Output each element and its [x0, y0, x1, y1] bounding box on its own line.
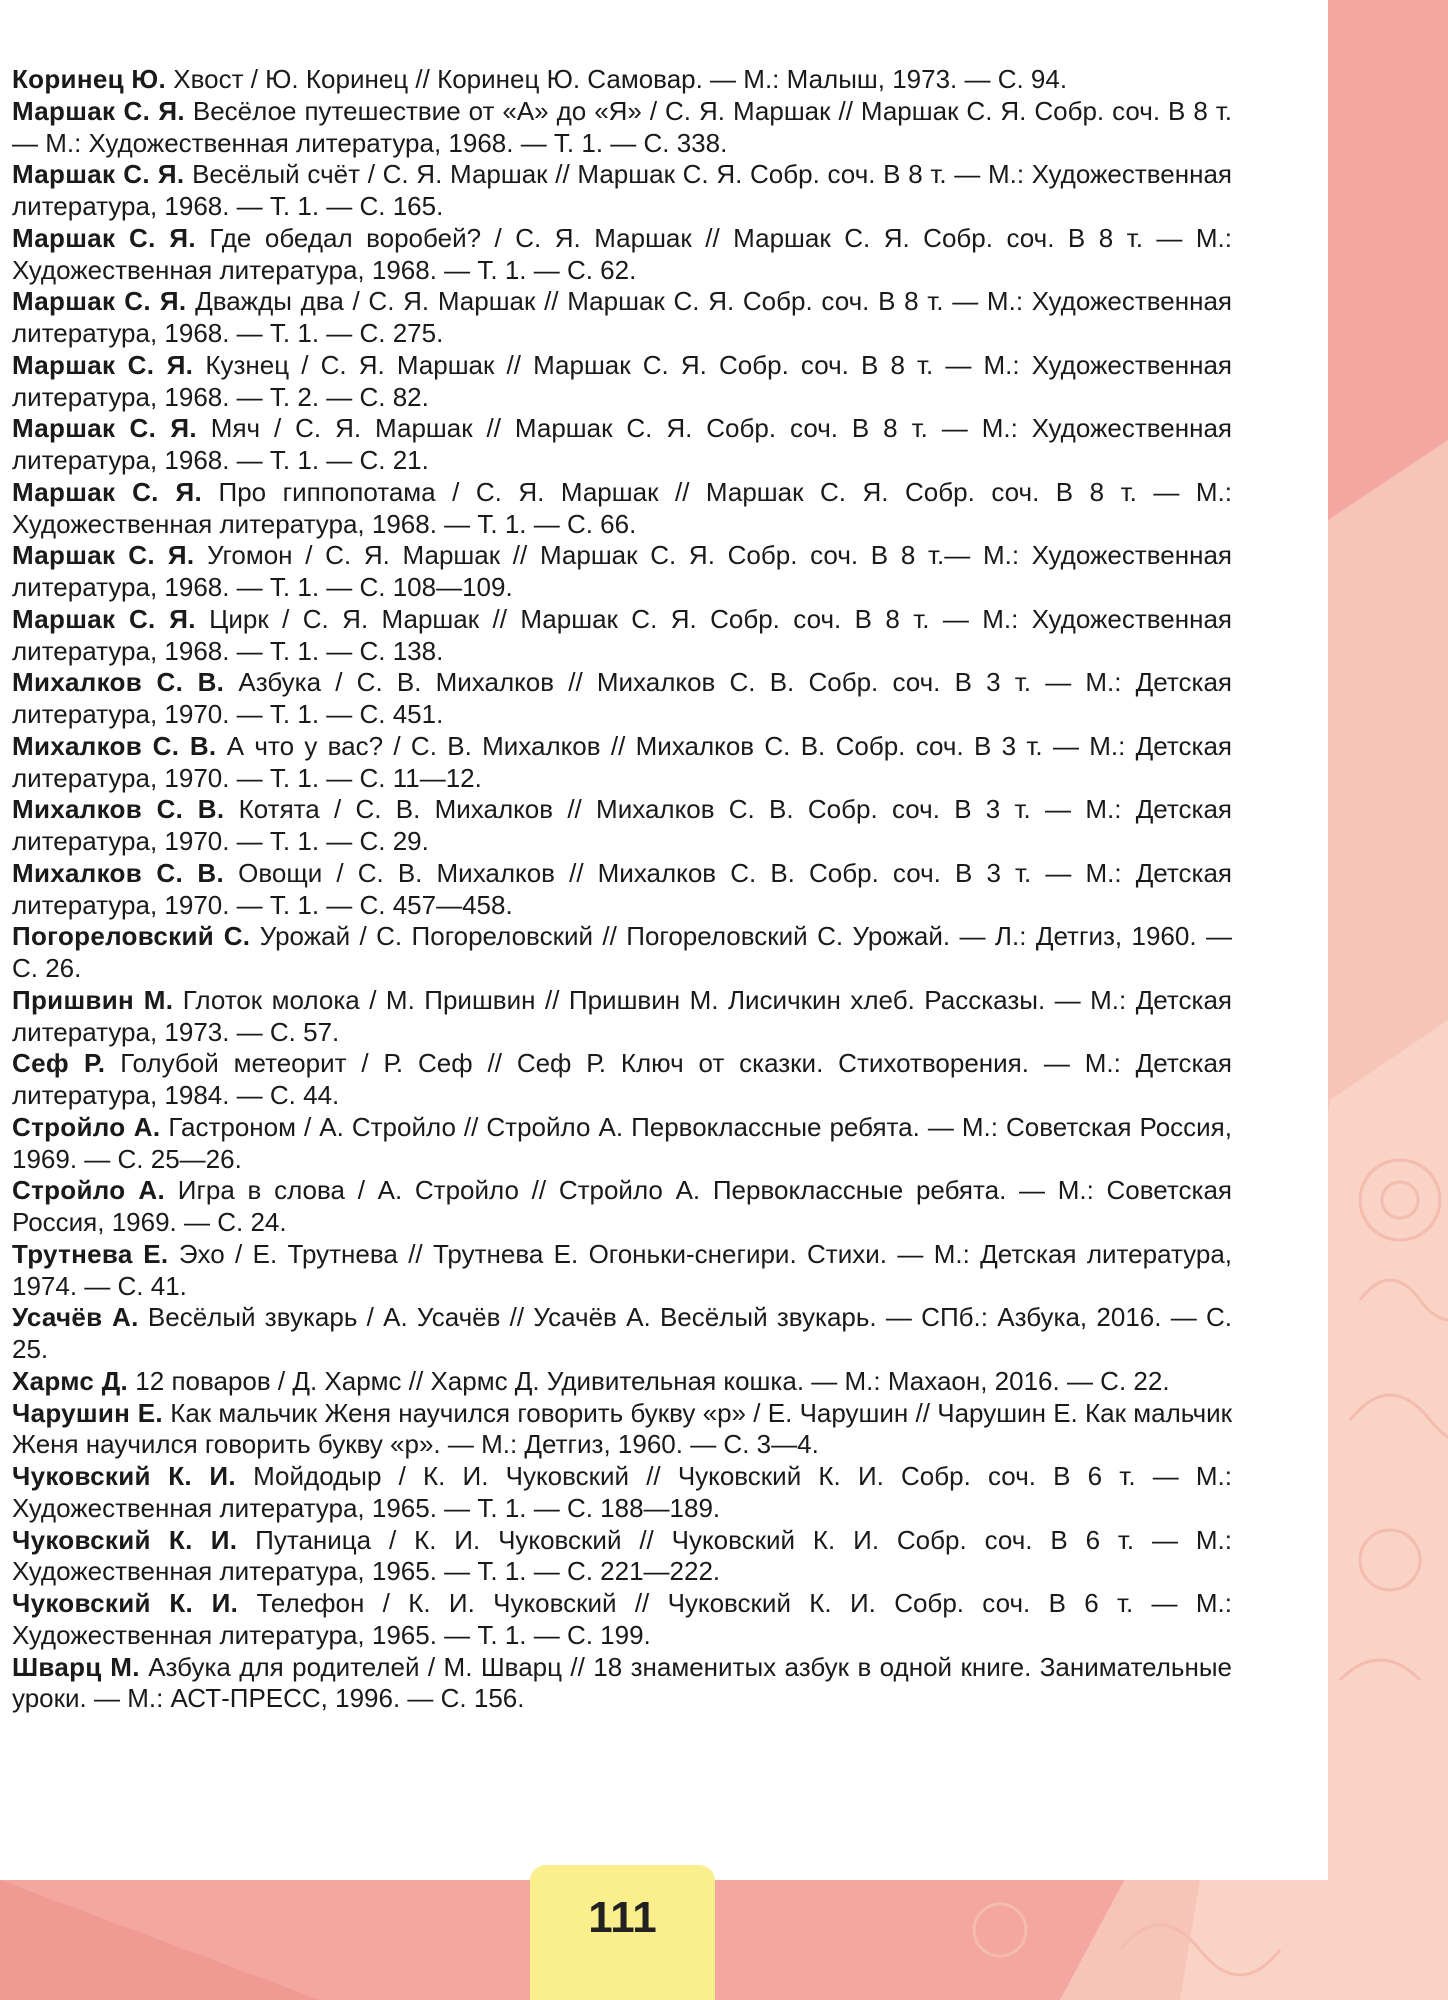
- bibliography-entry: [12, 731, 1232, 795]
- entry-text: Угомон / С. Я. Маршак // Маршак С. Я. Собр. соч. В 8 т.— М.: Художественная литература, 1968. — Т. 1. — С. 108—109.: [12, 540, 1232, 602]
- entry-text: Урожай / С. Погореловский // Погореловский С. Урожай. — Л.: Детгиз, 1960. — С. 26.: [12, 921, 1232, 983]
- bibliography-entry: [12, 159, 1232, 223]
- entry-author: Стройло А.: [12, 1175, 166, 1206]
- bibliography-entry: [12, 64, 1232, 96]
- bibliography-entry: [12, 540, 1232, 604]
- entry-author: Маршак С. Я.: [12, 95, 185, 126]
- entry-text: Игра в слова / А. Стройло // Стройло А. Первоклассные ребята. — М.: Советская Россия, 1969. — С. 24.: [12, 1175, 1232, 1237]
- page-number-tab: [530, 1865, 715, 2000]
- entry-text: Где обедал воробей? / С. Я. Маршак // Маршак С. Я. Собр. соч. В 8 т. — М.: Художественная литература, 1968. — Т. 1. — С. 62.: [12, 222, 1232, 285]
- entry-author: Чуковский К. И.: [12, 1588, 239, 1618]
- entry-text: Азбука / С. В. Михалков // Михалков С. В. Собр. соч. В 3 т. — М.: Детская литература, 1970. — Т. 1. — С. 451.: [12, 667, 1232, 729]
- entry-text: Котята / С. В. Михалков // Михалков С. В. Собр. соч. В 3 т. — М.: Детская литература, 1970. — Т. 1. — С. 29.: [12, 794, 1233, 856]
- bibliography-entry: [12, 1588, 1232, 1652]
- bibliography-entry: [12, 1525, 1232, 1589]
- bibliography-entry: [12, 858, 1232, 922]
- entry-text: А что у вас? / С. В. Михалков // Михалков С. В. Собр. соч. В 3 т. — М.: Детская литература, 1970. — Т. 1. — С. 11—12.: [12, 730, 1232, 793]
- entry-author: Маршак С. Я.: [12, 540, 195, 571]
- entry-author: Маршак С. Я.: [12, 476, 202, 507]
- entry-author: Маршак С. Я.: [12, 603, 196, 634]
- entry-text: Голубой метеорит / Р. Сеф // Сеф Р. Ключ от сказки. Стихотворения. — М.: Детская литература, 1984. — С. 44.: [12, 1048, 1232, 1110]
- bibliography-entry: [12, 1366, 1232, 1398]
- entry-text: Мойдодыр / К. И. Чуковский // Чуковский К. И. Собр. соч. В 6 т. — М.: Художественная литература, 1965. — Т. 1. — С. 188—189.: [12, 1461, 1232, 1523]
- entry-text: Гастроном / А. Стройло // Стройло А. Первоклассные ребята. — М.: Советская Россия, 1969. — С. 25—26.: [12, 1111, 1232, 1174]
- entry-text: Хвост / Ю. Коринец // Коринец Ю. Самовар. — М.: Малыш, 1973. — С. 94.: [173, 64, 1068, 94]
- entry-author: Коринец Ю.: [12, 64, 167, 94]
- bibliography-entry: [12, 604, 1232, 668]
- bibliography-entry: [12, 1652, 1232, 1716]
- entry-author: Маршак С. Я.: [12, 413, 197, 444]
- entry-text: Цирк / С. Я. Маршак // Маршак С. Я. Собр. соч. В 8 т. — М.: Художественная литература, 1968. — Т. 1. — С. 138.: [12, 603, 1232, 666]
- entry-text: Весёлый счёт / С. Я. Маршак // Маршак С. Я. Собр. соч. В 8 т. — М.: Художественная литература, 1968. — Т. 1. — С. 165.: [12, 159, 1233, 221]
- bibliography-entry: [12, 667, 1232, 731]
- entry-author: Михалков С. В.: [12, 857, 225, 888]
- entry-author: Пришвин М.: [12, 984, 174, 1015]
- entry-author: Усачёв А.: [12, 1302, 139, 1333]
- bibliography-entry: [12, 286, 1232, 350]
- bibliography-entry: [12, 1048, 1232, 1112]
- bibliography-entry: [12, 413, 1232, 477]
- entry-author: Погореловский С.: [12, 921, 251, 952]
- bibliography-entry: [12, 985, 1232, 1049]
- entry-author: Маршак С. Я.: [12, 222, 196, 253]
- entry-text: Телефон / К. И. Чуковский // Чуковский К. И. Собр. соч. В 6 т. — М.: Художественная литература, 1965. — Т. 1. — С. 199.: [12, 1588, 1232, 1650]
- bibliography-entry: [12, 1239, 1232, 1303]
- entry-text: Овощи / С. В. Михалков // Михалков С. В. Собр. соч. В 3 т. — М.: Детская литература, 1970. — Т. 1. — С. 457—458.: [12, 857, 1233, 920]
- bibliography-entry: [12, 477, 1232, 541]
- entry-author: Стройло А.: [12, 1111, 161, 1142]
- entry-author: Чуковский К. И.: [12, 1461, 236, 1491]
- entry-text: Мяч / С. Я. Маршак // Маршак С. Я. Собр. соч. В 8 т. — М.: Художественная литература, 1968. — Т. 1. — С. 21.: [12, 413, 1232, 475]
- page-number: 111: [588, 1893, 657, 1942]
- entry-author: Маршак С. Я.: [12, 286, 187, 317]
- entry-text: Дважды два / С. Я. Маршак // Маршак С. Я. Собр. соч. В 8 т. — М.: Художественная литература, 1968. — Т. 1. — С. 275.: [12, 286, 1232, 348]
- entry-text: Глоток молока / М. Пришвин // Пришвин М. Лисичкин хлеб. Рассказы. — М.: Детская литература, 1973. — С. 57.: [12, 984, 1233, 1047]
- entry-text: Кузнец / С. Я. Маршак // Маршак С. Я. Собр. соч. В 8 т. — М.: Художественная литература, 1968. — Т. 2. — С. 82.: [12, 349, 1232, 412]
- entry-author: Маршак С. Я.: [12, 159, 185, 190]
- bibliography-entry: [12, 921, 1232, 985]
- bibliography-entry: [12, 794, 1232, 858]
- bibliography-list: [12, 64, 1232, 1715]
- entry-author: Маршак С. Я.: [12, 349, 194, 380]
- entry-author: Михалков С. В.: [12, 794, 225, 825]
- entry-author: Михалков С. В.: [12, 730, 217, 761]
- entry-author: Трутнева Е.: [12, 1238, 169, 1269]
- entry-text: Про гиппопотама / С. Я. Маршак // Маршак С. Я. Собр. соч. В 8 т. — М.: Художественная литература, 1968. — Т. 1. — С. 66.: [12, 476, 1233, 539]
- entry-author: Шварц М.: [12, 1651, 140, 1682]
- entry-author: Чарушин Е.: [12, 1397, 163, 1428]
- bibliography-entry: [12, 1302, 1232, 1366]
- entry-author: Чуковский К. И.: [12, 1524, 238, 1555]
- entry-text: Путаница / К. И. Чуковский // Чуковский К. И. Собр. соч. В 6 т. — М.: Художественная литература, 1965. — Т. 1. — С. 221—222.: [12, 1524, 1232, 1587]
- entry-author: Михалков С. В.: [12, 667, 225, 698]
- entry-text: Эхо / Е. Трутнева // Трутнева Е. Огоньки-снегири. Стихи. — М.: Детская литература, 1974. — С. 41.: [12, 1238, 1233, 1301]
- entry-text: Как мальчик Женя научился говорить букву «р» / Е. Чарушин // Чарушин Е. Как мальчик Женя научился говорить букву «р». — М.: Детгиз, 1960. — С. 3—4.: [12, 1397, 1233, 1460]
- entry-text: Весёлый звукарь / А. Усачёв // Усачёв А. Весёлый звукарь. — СПб.: Азбука, 2016. — С. 25.: [12, 1302, 1232, 1364]
- bibliography-entry: [12, 1398, 1232, 1462]
- entry-text: 12 поваров / Д. Хармс // Хармс Д. Удивительная кошка. — М.: Махаон, 2016. — С. 22.: [135, 1365, 1170, 1396]
- bibliography-entry: [12, 1112, 1232, 1176]
- entry-author: Сеф Р.: [12, 1048, 106, 1079]
- bibliography-entry: [12, 350, 1232, 414]
- entry-author: Хармс Д.: [12, 1365, 129, 1396]
- entry-text: Азбука для родителей / М. Шварц // 18 знаменитых азбук в одной книге. Занимательные уроки. — М.: АСТ-ПРЕСС, 1996. — С. 156.: [12, 1651, 1232, 1714]
- bibliography-entry: [12, 96, 1232, 160]
- bibliography-entry: [12, 1461, 1232, 1525]
- entry-text: Весёлое путешествие от «А» до «Я» / С. Я. Маршак // Маршак С. Я. Собр. соч. В 8 т. — М.: Художественная литература, 1968. — Т. 1. — С. 338.: [12, 95, 1232, 158]
- bibliography-entry: [12, 223, 1232, 287]
- bibliography-entry: [12, 1175, 1232, 1239]
